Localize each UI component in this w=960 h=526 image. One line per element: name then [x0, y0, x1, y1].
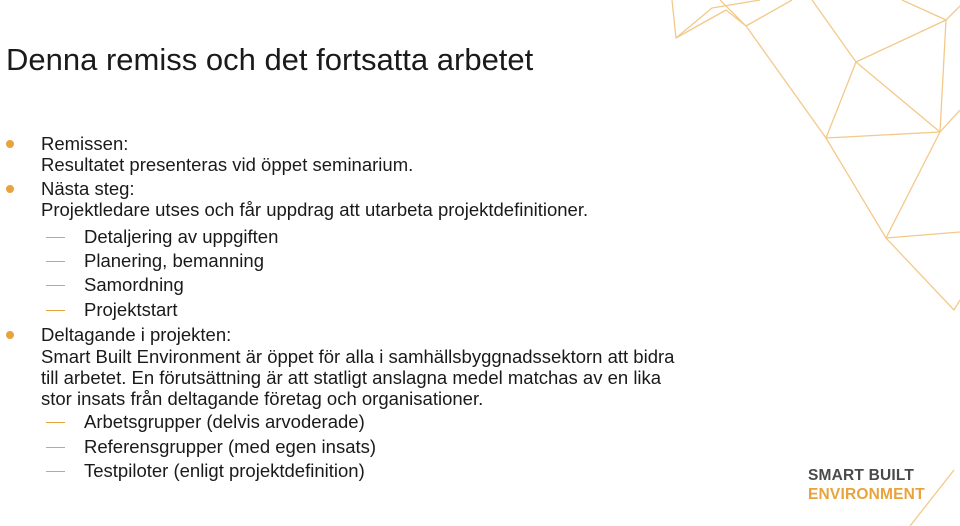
subitem-projektstart: Projektstart — [84, 299, 178, 320]
subitem-detaljering: Detaljering av uppgiften — [84, 226, 279, 247]
slide-title: Denna remiss och det fortsatta arbetet — [6, 42, 534, 77]
dash-marker — [46, 422, 65, 423]
subitem-planering: Planering, bemanning — [84, 250, 264, 271]
bullet-text-nasta-steg: Projektledare utses och får uppdrag att utarbeta projektdefinitioner. — [41, 199, 589, 220]
dash-marker — [46, 447, 65, 448]
logo-line-1: SMART BUILT — [808, 467, 915, 484]
bullet-text-deltagande-line2: till arbetet. En förutsättning är att statligt anslagna medel matchas av en lika — [41, 367, 662, 388]
subitem-arbetsgrupper: Arbetsgrupper (delvis arvoderade) — [84, 411, 365, 432]
dash-marker — [46, 285, 65, 286]
bullet-heading-remissen: Remissen: — [41, 133, 129, 154]
bullet-text-remissen: Resultatet presenteras vid öppet seminarium. — [41, 154, 414, 175]
subitem-samordning: Samordning — [84, 274, 184, 295]
bullet-marker — [6, 331, 14, 339]
logo-line-2: ENVIRONMENT — [808, 486, 925, 503]
bullet-heading-nasta-steg: Nästa steg: — [41, 178, 135, 199]
dash-marker — [46, 261, 65, 262]
bullet-heading-deltagande: Deltagande i projekten: — [41, 324, 232, 345]
bullet-text-deltagande-line3: stor insats från deltagande företag och organisationer. — [41, 388, 484, 409]
dash-marker — [46, 471, 65, 472]
bullet-marker — [6, 140, 14, 148]
dash-marker — [46, 237, 65, 238]
subitem-testpiloter: Testpiloter (enligt projektdefinition) — [84, 460, 365, 481]
dash-marker — [46, 310, 65, 311]
bullet-marker — [6, 185, 14, 193]
smart-built-environment-logo — [808, 466, 925, 504]
subitem-referensgrupper: Referensgrupper (med egen insats) — [84, 436, 377, 457]
bullet-text-deltagande-line1: Smart Built Environment är öppet för alla i samhällsbyggnadssektorn att bidra — [41, 346, 675, 367]
